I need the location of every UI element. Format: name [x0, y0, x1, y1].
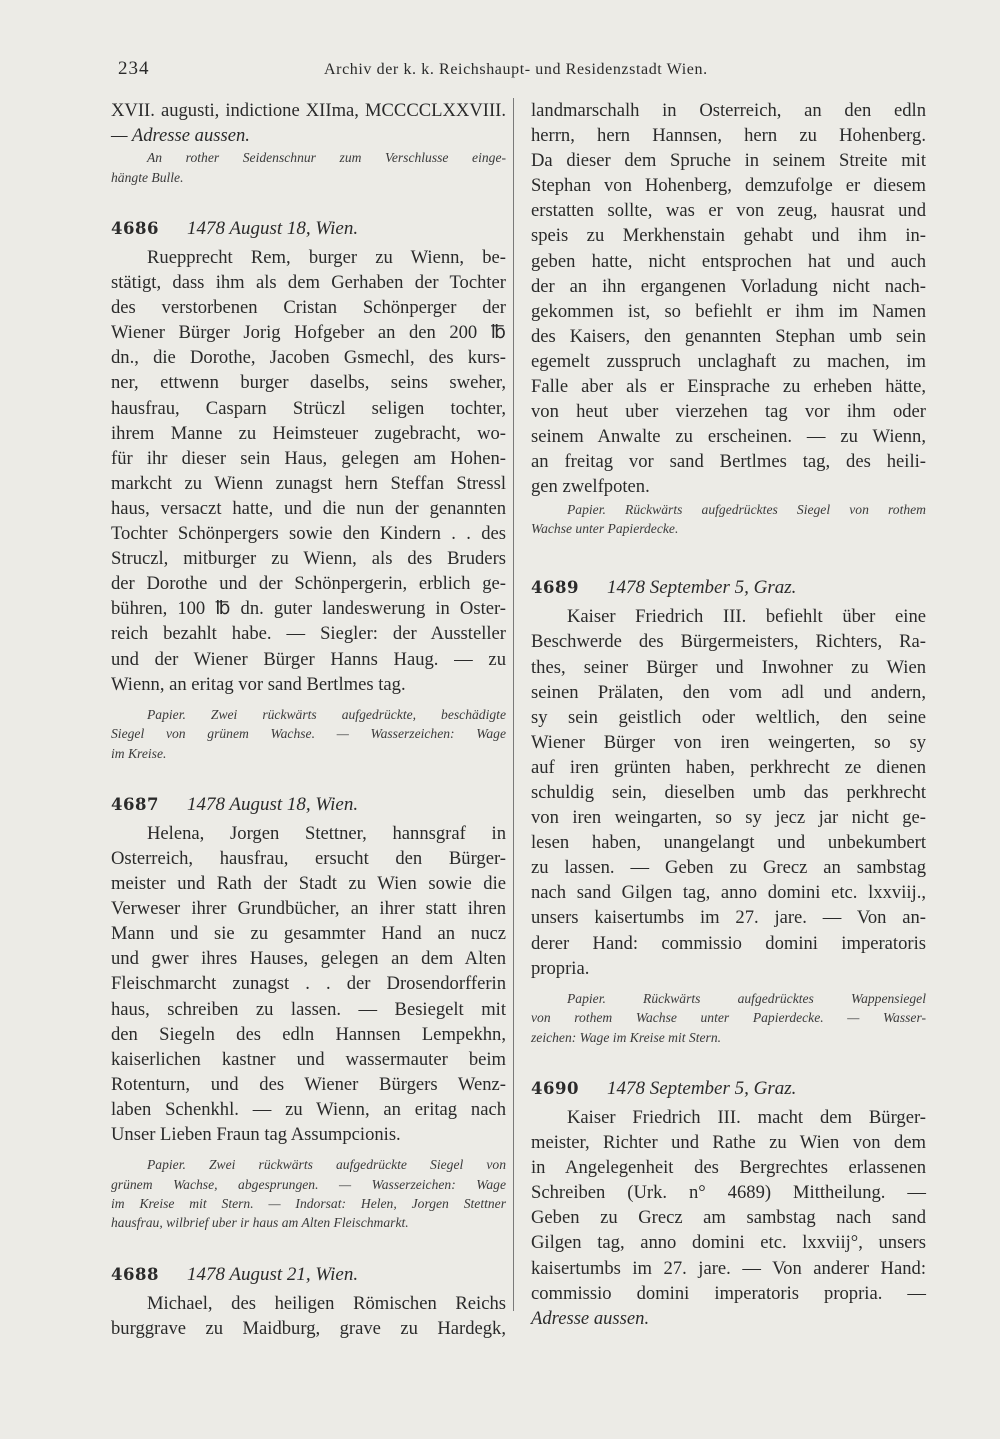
text-line: Wiener Bürger von iren weingerten, so sy	[531, 731, 926, 753]
text-line: Rotenturn, und des Wiener Bürgers Wenz-	[111, 1073, 506, 1095]
entry-number: 4690	[531, 1078, 579, 1098]
entry-note	[111, 705, 506, 763]
entry-number: 4687	[111, 794, 159, 814]
text-line: Fleischmarcht zunagst . . der Drosendorfferin	[111, 973, 506, 995]
note-line: grünem Wachse, abgesprungen. — Wasserzeichen: Wage	[111, 1176, 506, 1192]
text-line: der Dorothe und der Schönpergerin, erblich ge-	[111, 573, 506, 595]
entry-number: 4686	[111, 219, 159, 238]
text-line: Helena, Jorgen Stettner, hannsgraf in	[147, 822, 506, 844]
note-line: Papier. Rückwärts aufgedrücktes Siegel von rothem	[567, 501, 926, 517]
entry-heading	[111, 216, 506, 242]
entry-4690	[531, 1076, 926, 1331]
text-line: von iren weingarten, so sy jecz jar nicht ge-	[531, 807, 926, 829]
text-line: für ihr dieser sein Haus, gelegen am Hohen-	[111, 447, 506, 469]
note-line: im Kreise.	[111, 745, 167, 761]
text-line: XVII. augusti, indictione XIIma, MCCCCLXXVIII.	[111, 100, 506, 121]
text-line: Falle aber als er Einsprache zu erheben hätte,	[531, 376, 926, 398]
note-line: hängte Bulle.	[111, 169, 184, 185]
page-number: 234	[118, 58, 150, 79]
note-line: Papier. Rückwärts aufgedrücktes Wappensiegel	[567, 990, 926, 1006]
entry-number: 4688	[111, 1264, 159, 1284]
entry-4686	[111, 216, 506, 763]
text-line: markcht zu Wienn zunagst hern Steffan Stressl	[111, 472, 506, 494]
entry-heading	[111, 1262, 506, 1288]
text-line: haus, versaczt hatte, und die nun der genannten	[111, 497, 506, 519]
left-column	[111, 98, 506, 1341]
entry-date: 1478 September 5, Graz.	[606, 1077, 797, 1099]
text-line: Geben zu Grecz am sambstag nach sand	[531, 1207, 926, 1229]
note-line: Wachse unter Papierdecke.	[531, 520, 679, 536]
text-line: Struczl, mitburger zu Wienn, als des Bruders	[111, 548, 506, 570]
note-line: von rothem Wachse unter Papierdecke. — Wasser-	[531, 1010, 926, 1026]
text-line: propria.	[531, 957, 590, 979]
text-line: Verweser ihrer Grundbücher, an ihrer statt ihren	[111, 898, 506, 920]
entry-note	[531, 989, 926, 1047]
text-line: kaiserlichen kastner und wassermauter beim	[111, 1048, 506, 1070]
text-line: laben Schenkhl. — zu Wienn, an eritag nach	[111, 1098, 506, 1120]
text-line: haus, schreiben zu lassen. — Besiegelt mit	[111, 998, 506, 1020]
text-line: Tochter Schönpergers sowie den Kindern . . des	[111, 523, 506, 545]
text-line: kaisertumbs im 27. jare. — Von anderer Hand:	[531, 1257, 926, 1279]
text-line: an freitag vor sand Bertlmes tag, des heili-	[531, 451, 926, 473]
text-line: gekommen ist, so befiehlt er ihm im Namen	[531, 300, 926, 322]
text-line: des verstorbenen Cristan Schönperger der	[111, 297, 506, 319]
text-line: ner, ettwenn burger daselbs, seins sweher,	[111, 372, 506, 394]
note-line: Siegel von grünem Wachse. — Wasserzeichen: Wage	[111, 726, 506, 742]
text-line: herrn, hern Hannsen, hern zu Hohenberg.	[531, 125, 926, 147]
entry-4688	[111, 1262, 506, 1341]
text-line: derer Hand: commissio domini imperatoris	[531, 932, 926, 954]
text-line: thes, seiner Bürger und Inwohner zu Wien	[531, 656, 926, 678]
text-line: Schreiben (Urk. n° 4689) Mittheilung. —	[531, 1182, 926, 1204]
text-line: nach sand Gilgen tag, anno domini etc. lxxviij.,	[531, 882, 926, 904]
text-line: seinem Anwalte zu erscheinen. — zu Wienn,	[531, 426, 926, 448]
entry-note	[111, 1155, 506, 1233]
text-line: Michael, des heiligen Römischen Reichs	[147, 1292, 506, 1314]
text-line: des Kaisers, den genannten Stephan umb sein	[531, 325, 926, 347]
note-line: Papier. Zwei rückwärts aufgedrückte Siegel von	[147, 1157, 506, 1173]
text-line: und gwer ihres Hauses, gelegen an dem Alten	[111, 948, 506, 970]
text-line: Da dieser dem Spruche in seinem Streite mit	[531, 150, 926, 172]
text-line: geben hatte, nicht entsprochen hat und auch	[531, 250, 926, 272]
text-line: Gilgen tag, anno domini etc. lxxviij°, unsers	[531, 1232, 926, 1254]
text-line: Kaiser Friedrich III. befiehlt über eine	[567, 606, 926, 628]
entry-note	[111, 148, 506, 187]
text-line: egemelt zusspruch unclaghaft zu machen, im	[531, 350, 926, 372]
text-line: — Adresse aussen.	[111, 125, 250, 147]
text-line: meister, Richter und Rathe zu Wien von dem	[531, 1132, 926, 1154]
text-line: Kaiser Friedrich III. macht dem Bürger-	[567, 1106, 926, 1128]
text-line: bühren, 100 ℔ dn. guter landeswerung in Oster-	[111, 598, 506, 620]
entry-note	[531, 500, 926, 539]
text-line: unsers kaisertumbs im 27. jare. — Von an-	[531, 907, 926, 929]
text-line: ihrem Manne zu Heimsteuer zugebracht, wo-	[111, 422, 506, 444]
entry-4685-tail	[111, 98, 506, 187]
note-line: hausfrau, wilbrief uber ir haus am Alten Fleischmarkt.	[111, 1215, 409, 1231]
running-title: Archiv der k. k. Reichshaupt- und Residenzstadt Wien.	[324, 61, 708, 78]
text-line: zu lassen. — Geben zu Grecz an sambstag	[531, 857, 926, 879]
text-line: reich bezahlt habe. — Siegler: der Aussteller	[111, 623, 506, 645]
entry-4688-continued	[531, 98, 926, 538]
text-line: Beschwerde des Bürgermeisters, Richters, Ra-	[531, 631, 926, 653]
text-line: Adresse aussen.	[531, 1307, 650, 1329]
note-line: im Kreise mit Stern. — Indorsat: Helen, Jorgen Stettner	[111, 1195, 506, 1211]
text-line: speis zu Merkhenstain gehabt und ihm in-	[531, 225, 926, 247]
entry-date: 1478 September 5, Graz.	[606, 577, 797, 599]
text-line: seinen Prälaten, den vom adl und andern,	[531, 681, 926, 703]
right-column	[531, 98, 926, 1331]
text-line: Wiener Bürger Jorig Hofgeber an den 200 ℔	[111, 322, 506, 344]
text-line: gen zwelfpoten.	[531, 476, 650, 498]
text-line: den Siegeln des edln Hannsen Lempekhn,	[111, 1023, 506, 1045]
text-line: und der Wiener Bürger Hanns Haug. — zu	[111, 648, 506, 670]
entry-date: 1478 August 18, Wien.	[186, 218, 359, 239]
text-line: von heut uber vierzehen tag vor ihm oder	[531, 401, 926, 423]
text-line: stätigt, dass ihm als dem Gerhaben der Tochter	[111, 272, 506, 294]
text-line: commissio domini imperatoris propria. —	[531, 1282, 926, 1304]
text-line: Wienn, an eritag vor sand Bertlmes tag.	[111, 673, 406, 695]
text-line: Osterreich, hausfrau, ersucht den Bürger-	[111, 848, 506, 869]
text-line: landmarschalh in Osterreich, an den edln	[531, 100, 926, 121]
entry-heading	[531, 1076, 926, 1102]
text-line: in Angelegenheit des Bergrechtes erlassenen	[531, 1157, 926, 1179]
text-line: sy sein geistlich oder weltlich, den seine	[531, 706, 926, 728]
text-line: dn., die Dorothe, Jacoben Gsmechl, des kurs-	[111, 347, 506, 369]
text-line: meister und Rath der Stadt zu Wien sowie die	[111, 873, 506, 895]
entry-heading	[531, 575, 926, 601]
text-line: auf iren grünten haben, perkhrecht ze dienen	[531, 756, 926, 778]
entry-date: 1478 August 18, Wien.	[186, 793, 359, 815]
running-header	[110, 56, 940, 86]
text-line: lesen haben, unangelangt und unbekumbert	[531, 832, 926, 854]
text-line: erstatten sollte, was er von zeug, hausrat und	[531, 200, 926, 222]
entry-number: 4689	[531, 578, 579, 598]
note-line: An rother Seidenschnur zum Verschlusse einge-	[147, 150, 506, 166]
entry-date: 1478 August 21, Wien.	[186, 1263, 359, 1285]
text-line: Stephan von Hohenberg, demzufolge er diesem	[531, 175, 926, 197]
entry-4687	[111, 792, 506, 1233]
note-line: Papier. Zwei rückwärts aufgedrückte, beschädigte	[147, 706, 506, 722]
text-line: der an ihn ergangenen Vorladung nicht nach-	[531, 275, 926, 297]
text-line: burggrave zu Maidburg, grave zu Hardegk,	[111, 1317, 506, 1339]
text-line: Ruepprecht Rem, burger zu Wienn, be-	[147, 247, 506, 268]
text-line: schuldig sein, dieselben umb das perkhrecht	[531, 781, 926, 803]
text-line: hausfrau, Casparn Strüczl seligen tochter,	[111, 397, 506, 419]
column-divider	[513, 98, 514, 1311]
text-line: Mann und sie zu gesammter Hand an nucz	[111, 923, 506, 945]
entry-4689	[531, 575, 926, 1047]
note-line: zeichen: Wage im Kreise mit Stern.	[531, 1029, 722, 1045]
entry-heading	[111, 792, 506, 818]
text-line: Unser Lieben Fraun tag Assumpcionis.	[111, 1124, 401, 1146]
